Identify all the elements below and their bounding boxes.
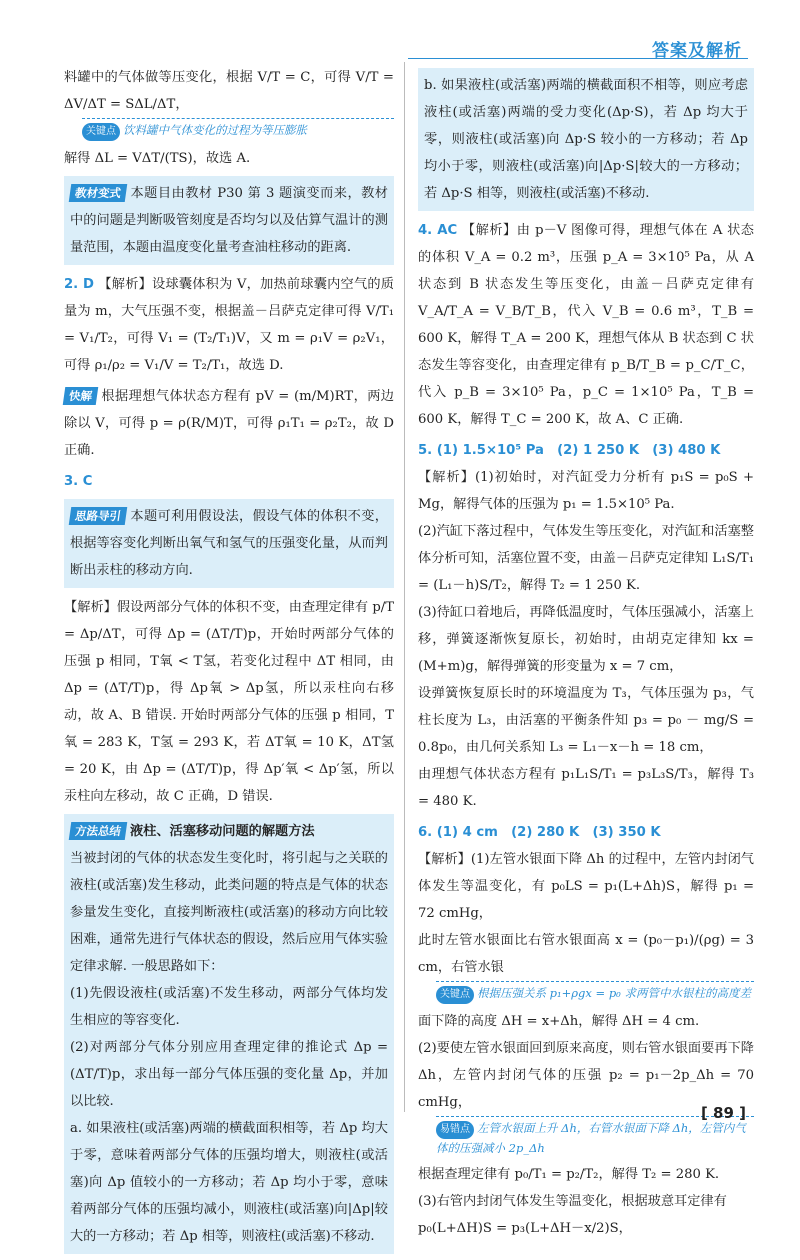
answer-6-heading: 6. (1) 4 cm (2) 280 K (3) 350 K — [418, 825, 661, 840]
textbook-box: 教材变式 本题目由教材 P30 第 3 题演变而来，教材中的问题是判断吸管刻度是否均匀以及估算气温计的测量范围，本题由温度变化量考查油柱移动的距离. — [64, 176, 394, 265]
keypoint-badge: 关键点 — [82, 123, 120, 141]
text-line: 由理想气体状态方程有 p₁L₁S/T₁ = p₃L₃S/T₃，解得 T₃ = 480 K. — [418, 767, 754, 809]
text-line: (2)要使左管水银面回到原来高度，则右管水银面要再下降 Δh，左管内封闭气体的压强 p₂ = p₁－2p_Δh = 70 cmHg， — [418, 1041, 754, 1110]
left-column — [64, 64, 394, 1260]
right-column — [418, 64, 754, 1242]
section-title: 答案及解析 — [652, 41, 742, 61]
text-line: 根据查理定律有 p₀/T₁ = p₂/T₂，解得 T₂ = 280 K. — [418, 1167, 720, 1182]
annotation: 关键点 饮料罐中气体变化的过程为等压膨胀 — [82, 118, 394, 141]
method-title: 液柱、活塞移动问题的解题方法 — [130, 824, 315, 839]
answer-5-heading: 5. (1) 1.5×10⁵ Pa (2) 1 250 K (3) 480 K — [418, 443, 721, 458]
annotation: 易错点 左管水银面上升 Δh，右管水银面下降 Δh，左管内气体的压强减小 2p_Δh — [436, 1116, 754, 1157]
text-line: 面下降的高度 ΔH = x+Δh，解得 ΔH = 4 cm. — [418, 1014, 700, 1029]
page-number: [ 89 ] — [700, 1104, 746, 1122]
annotation: 关键点 根据压强关系 p₁+ρgx = p₀ 求两管中水银柱的高度差 — [436, 981, 754, 1004]
hint-box: 思路导引 本题可利用假设法，假设气体的体积不变，根据等容变化判断出氧气和氢气的压强变化量，从而判断出汞柱的移动方向. — [64, 499, 394, 588]
method-text: b. 如果液柱(或活塞)两端的横截面积不相等，则应考虑液柱(或活塞)两端的受力变化(Δp·S)，若 Δp 均大于零，则液柱(或活塞)向 Δp·S 较小的一方移动；若 Δp 均小于零，则液柱(或活塞)向|Δp·S|较大的一方移动；若 Δp·S 相等，则液柱(或活塞)不移动. — [424, 78, 748, 201]
method-text: a. 如果液柱(或活塞)两端的横截面积相等，若 Δp 均大于零，意味着两部分气体的压强均增大，则液柱(或活塞)向 Δp 值较小的一方移动；若 Δp 均小于零，意味着两部分气体的压强均减小，则液柱(或活塞)向|Δp|较大的一方移动；若 Δp 相等，则液柱(或活塞)不移动. — [70, 1121, 388, 1244]
text-line: p₀(L+ΔH)S = p₃(L+ΔH－x/2)S， — [418, 1221, 632, 1236]
answer-5: 【解析】(1)初始时，对汽缸受力分析有 p₁S = p₀S + Mg，解得气体的压强为 p₁ = 1.5×10⁵ Pa. — [418, 470, 755, 512]
method-text: (1)先假设液柱(或活塞)不发生移动，两部分气体均发生相应的等容变化. — [70, 986, 388, 1028]
method-text: 当被封闭的气体的状态发生变化时，将引起与之关联的液柱(或活塞)发生移动，此类问题的特点是气体的状态参量发生变化，直接判断液柱(或活塞)的移动方向比较困难，通常先进行气体状态的假设，然后应用气体实验定律求解. 一般思路如下： — [70, 851, 388, 974]
answer-3-heading: 3. C — [64, 474, 93, 489]
quick-solution: 快解 根据理想气体状态方程有 pV = (m/M)RT，两边除以 V，可得 p = ρ(R/M)T，可得 ρ₁T₁ = ρ₂T₂，故 D 正确. — [64, 389, 394, 458]
method-text: (2)对两部分气体分别应用查理定律的推论式 Δp = (ΔT/T)p，求出每一部分气体压强的变化量 Δp，并加以比较. — [70, 1040, 388, 1109]
text-line: 此时左管水银面比右管水银面高 x = (p₀－p₁)/(ρg) = 3 cm，右管水银 — [418, 933, 754, 975]
text-line: 设弹簧恢复原长时的环境温度为 T₃，气体压强为 p₃，气柱长度为 L₃，由活塞的平衡条件知 p₃ = p₀ － mg/S = 0.8p₀，由几何关系知 L₃ = L₁－x－h = 18 cm， — [418, 686, 754, 755]
method-box: 方法总结 液柱、活塞移动问题的解题方法 当被封闭的气体的状态发生变化时，将引起与之关联的液柱(或活塞)发生移动，此类问题的特点是气体的状态参量发生变化，直接判断液柱(或活塞)的移动方向比较困难，通常先进行气体状态的假设，然后应用气体实验定律求解. 一般思路如下： (1)先假设液柱(或活塞)不发生移动，两部分气体均发生相应的等容变化. (2)对两部分气体分别应用查理定律的推论式 Δp = (ΔT/T)p，求出每一部分气体压强的变化量 Δp，并加以比较. a. 如果液柱(或活塞)两端的横截面积相等，若 Δp 均大于零，意味着两部分气体的压强均增大，则液柱(或活塞)向 Δp 值较小的一方移动；若 Δp 均小于零，意味着两部分气体的压强均减小，则液柱(或活塞)向|Δp|较大的一方移动；若 Δp 相等，则液柱(或活塞)不移动. — [64, 814, 394, 1254]
column-divider — [404, 62, 405, 1112]
answer-6: 【解析】(1)左管水银面下降 Δh 的过程中，左管内封闭气体发生等温变化，有 p₀LS = p₁(L+Δh)S，解得 p₁ = 72 cmHg， — [418, 852, 754, 921]
text-line: (3)待缸口着地后，再降低温度时，气体压强减小，活塞上移，弹簧逐渐恢复原长，初始时，由胡克定律知 kx = (M+m)g，解得弹簧的形变量为 x = 7 cm， — [418, 605, 754, 674]
text-line: 解得 ΔL = VΔT/(TS)，故选 A. — [64, 151, 251, 166]
method-box-continued — [418, 68, 754, 211]
header-rule — [408, 58, 748, 59]
answer-3: 【解析】假设两部分气体的体积不变，由查理定律有 p/T = Δp/ΔT，可得 Δp = (ΔT/T)p，开始时两部分气体的压强 p 相同，T氧 < T氢，若变化过程中 ΔT 相同，由 Δp = (ΔT/T)p，得 Δp氧 > Δp氢，所以汞柱向右移动，故 A、B 错误. 开始时两部分气体的压强 p 相同，T氧 = 283 K，T氢 = 293 K，若 ΔT氧 = 10 K，ΔT氢 = 20 K，由 Δp = (ΔT/T)p，得 Δp′氧 < Δp′氢，所以汞柱向左移动，故 C 正确，D 错误. — [64, 600, 395, 804]
text-line: 料罐中的气体做等压变化，根据 V/T = C，可得 V/T = ΔV/ΔT = SΔL/ΔT， — [64, 70, 394, 112]
answer-2: 2. D 【解析】设球囊体积为 V，加热前球囊内空气的质量为 m，大气压强不变，根据盖－吕萨克定律可得 V/T₁ = V₁/T₂，可得 V₁ = (T₂/T₁)V，又 m = ρ₁V = ρ₂V₁，可得 ρ₁/ρ₂ = V₁/V = T₂/T₁，故选 D. — [64, 277, 394, 373]
text-line: (2)汽缸下落过程中，气体发生等压变化，对汽缸和活塞整体分析可知，活塞位置不变，由盖－吕萨克定律知 L₁S/T₁ = (L₁－h)S/T₂，解得 T₂ = 1 250 K. — [418, 524, 754, 593]
answer-4: 4. AC 【解析】由 p－V 图像可得，理想气体在 A 状态的体积 V_A = 0.2 m³，压强 p_A = 3×10⁵ Pa，从 A 状态到 B 状态发生等压变化，由盖－吕萨克定律有 V_A/T_A = V_B/T_B，代入 V_B = 0.6 m³，T_B = 600 K，解得 T_A = 200 K，理想气体从 B 状态到 C 状态发生等容变化，由查理定律有 p_B/T_B = p_C/T_C，代入 p_B = 3×10⁵ Pa，p_C = 1×10⁵ Pa，T_B = 600 K，解得 T_C = 200 K，故 A、C 正确. — [418, 223, 754, 427]
tag-label: 教材变式 — [69, 184, 128, 202]
text-line: (3)右管内封闭气体发生等温变化，根据玻意耳定律有 — [418, 1194, 727, 1209]
